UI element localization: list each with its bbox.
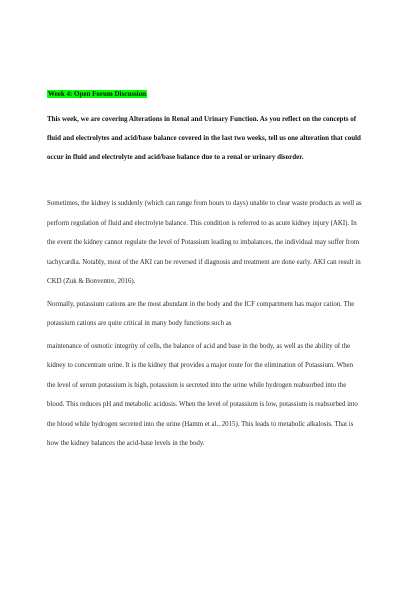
paragraph-potassium [47, 295, 362, 454]
paragraph-aki: Sometimes, the kidney is suddenly (which can range from hours to days) unable to clear waste products as well as perform regulation of fluid and electrolyte balance. This condition is referred to as acute kidney injury (AKI). In the event the kidney cannot regulate the level of Potassium leading to imbalances, the individual may suffer from tachycardia. Notably, most of the AKI can be reversed if diagnosis and treatment are done early. AKI can result in CKD (Zuk & Bonventre, 2016). [47, 200, 362, 285]
discussion-heading: Week 4: Open Forum Discussion [48, 90, 147, 98]
paragraph-potassium-part2: maintenance of osmotic integrity of cells, the balance of acid and base in the body, as well as the ability of the kidney to concentrate urine. It is the kidney that provides a major route for the elimination of Potassium. When the level of serum potassium is high, potassium is secreted into the urine while hydrogen reabsorbed into the blood. This reduces pH and metabolic acidosis. When the level of potassium is low, potassium is reabsorbed into the blood while hydrogen secreted into the urine (Hamm et al., 2015). This leads to metabolic alkalosis. That is how the kidney balances the acid-base levels in the body. [47, 342, 358, 447]
paragraph-potassium-part1: Normally, potassium cations are the most abundant in the body and the ICF compartment has major cation. The potassium cations are quite critical in many body functions such as [47, 300, 355, 327]
discussion-prompt: This week, we are covering Alterations in Renal and Urinary Function. As you reflect on the concepts of fluid and electrolytes and acid/base balance covered in the last two weeks, tell us one alteration that could occur in fluid and electrolyte and acid/base balance due to a renal or urinary disorder. [47, 115, 361, 161]
heading-block [47, 86, 362, 100]
